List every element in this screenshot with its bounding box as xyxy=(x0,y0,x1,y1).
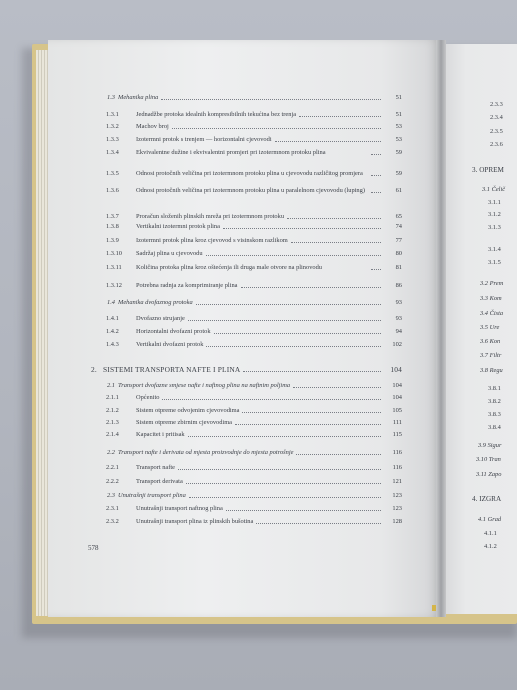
toc-entry xyxy=(106,137,402,143)
toc-entry-title: Unutrašnji transport plina xyxy=(118,492,186,499)
dot-leader xyxy=(371,174,381,176)
toc-entry-number: 1.4.1 xyxy=(106,315,119,322)
toc-entry-title: Mehanika dvofaznog protoka xyxy=(118,299,193,306)
toc-entry xyxy=(106,238,402,244)
right-toc-entry: 3. OPREM xyxy=(472,166,504,174)
dot-leader xyxy=(186,482,381,484)
toc-entry xyxy=(106,342,402,348)
right-toc-entry: 2.3.3 xyxy=(490,101,503,108)
toc-entry-title: Potrebna radnja za komprimiranje plina xyxy=(136,282,238,289)
right-toc-entry: 2.3.5 xyxy=(490,128,503,135)
toc-entry-page: 86 xyxy=(395,282,402,289)
right-toc-entry: 3.8.1 xyxy=(488,385,501,392)
toc-entry-page: 121 xyxy=(392,478,402,485)
toc-entry-number: 2.1.2 xyxy=(106,407,119,414)
toc-entry-page: 128 xyxy=(392,518,402,525)
right-toc-entry: 4.1.2 xyxy=(484,543,497,550)
toc-entry-title: Odnosi protočnih veličina pri izotermnom protoku plina u cjevovodu različitog promjera xyxy=(136,170,363,177)
toc-entry-number: 1.3.1 xyxy=(106,111,119,118)
toc-entry-title: Sistem otpreme zbirnim cjevovodima xyxy=(136,419,233,426)
right-toc-entry: 3.1.1 xyxy=(488,199,501,206)
dot-leader xyxy=(291,241,381,243)
right-toc-entry: 3.4 Čista xyxy=(480,310,504,317)
toc-entry-title: Unutrašnji transport plina iz plinskih bušotina xyxy=(136,518,254,525)
toc-entry-title: Odnosi protočnih veličina pri izotermnom protoku plina u paralelnom cjevovodu (luping) xyxy=(136,187,365,194)
right-toc-entry: 3.1 Čelič xyxy=(482,186,506,193)
toc-entry-number: 1.3.2 xyxy=(106,123,119,130)
toc-entry-page: 111 xyxy=(392,419,402,426)
toc-entry-page: 116 xyxy=(392,464,402,471)
toc-entry-number: 2.1.1 xyxy=(106,394,119,401)
dot-leader xyxy=(293,386,381,388)
right-toc-entry: 4.1.1 xyxy=(484,530,497,537)
toc-entry-page: 104 xyxy=(392,394,402,401)
toc-entry-title: Machov broj xyxy=(136,123,169,130)
dot-leader xyxy=(214,332,381,334)
toc-entry-title: Općenito xyxy=(136,394,160,401)
toc-entry-title: Izotermni protok plina kroz cjevovod s visinskom razlikom xyxy=(136,237,288,244)
toc-entry-number: 1.3 xyxy=(107,94,115,101)
dot-leader xyxy=(242,411,381,413)
right-toc-entry: 2.3.6 xyxy=(490,141,503,148)
dot-leader xyxy=(256,522,381,524)
toc-entry-page: 93 xyxy=(395,299,402,306)
dot-leader xyxy=(189,496,381,498)
toc-entry-title: Dvofazno strujanje xyxy=(136,315,185,322)
toc-entry-page: 123 xyxy=(392,505,402,512)
right-toc-entry: 2.3.4 xyxy=(490,114,503,121)
toc-entry-number: 1.4.3 xyxy=(106,341,119,348)
toc-entry-title: Transport derivata xyxy=(136,478,183,485)
right-toc-entry: 3.11 Zapo xyxy=(476,471,502,478)
dot-leader xyxy=(241,286,381,288)
dot-leader xyxy=(162,398,381,400)
dot-leader xyxy=(206,254,381,256)
toc-entry-number: 1.3.5 xyxy=(106,169,119,177)
toc-entry-title: Sadržaj plina u cjevovodu xyxy=(136,250,203,257)
toc-entry xyxy=(106,224,402,230)
toc-entry-title: Izotermni protok s trenjem — horizontalni cjevovodi xyxy=(136,136,272,143)
toc-entry-number: 1.3.10 xyxy=(106,250,122,257)
toc-entry-title: SISTEMI TRANSPORTA NAFTE I PLINA xyxy=(103,365,241,374)
toc-entry-number: 1.3.12 xyxy=(106,282,122,289)
toc-entry xyxy=(107,300,402,306)
toc-entry xyxy=(106,465,402,471)
toc-entry xyxy=(106,316,402,322)
toc-entry-page: 115 xyxy=(392,431,402,438)
toc-entry-page: 53 xyxy=(395,136,402,143)
toc-entry-page: 61 xyxy=(395,186,402,194)
toc-entry xyxy=(106,214,402,220)
toc-entry xyxy=(106,329,402,335)
toc-entry-number: 2.2.2 xyxy=(106,478,119,485)
toc-entry xyxy=(106,432,402,438)
dot-leader xyxy=(296,453,381,455)
toc-entry-page: 65 xyxy=(395,213,402,220)
toc-entry-page: 81 xyxy=(395,263,402,271)
toc-entry xyxy=(106,519,402,525)
toc-entry xyxy=(106,112,402,118)
dot-leader xyxy=(161,98,381,100)
right-toc-entry: 3.8.4 xyxy=(488,424,501,431)
toc-entry-title: Transport dvofazne smjese nafte i naftnog plina na naftnim poljima xyxy=(118,382,291,389)
toc-entry-number: 2.1.4 xyxy=(106,431,119,438)
toc-entry xyxy=(106,149,402,156)
toc-entry-page: 77 xyxy=(395,237,402,244)
dot-leader xyxy=(371,191,381,193)
toc-entry-number: 1.4.2 xyxy=(106,328,119,335)
toc-entry xyxy=(106,479,402,485)
toc-entry-number: 2.1 xyxy=(107,382,115,389)
right-toc-entry: 3.7 Filtr xyxy=(480,352,502,359)
right-toc-entry: 3.5 Ure xyxy=(480,324,500,331)
toc-entry-page: 80 xyxy=(395,250,402,257)
toc-entry-page: 123 xyxy=(392,492,402,499)
right-toc-entry: 3.9 Sigur xyxy=(478,442,502,449)
toc-entry-page: 104 xyxy=(392,382,402,389)
dot-leader xyxy=(172,127,381,129)
toc-entry-page: 53 xyxy=(395,123,402,130)
toc-entry xyxy=(91,366,402,373)
toc-entry xyxy=(106,506,402,512)
toc-entry-number: 1.3.11 xyxy=(106,263,122,271)
toc-entry-number: 1.3.8 xyxy=(106,223,119,230)
toc-entry xyxy=(106,264,402,271)
toc-entry-number: 1.3.3 xyxy=(106,136,119,143)
toc-entry-page: 102 xyxy=(392,341,402,348)
toc-entry-title: Vertikalni izotermni protok plina xyxy=(136,223,220,230)
toc-entry-number: 2.2 xyxy=(107,449,115,456)
toc-entry-number: 1.3.4 xyxy=(106,148,119,156)
dot-leader xyxy=(223,227,381,229)
right-toc-entry: 3.1.4 xyxy=(488,246,501,253)
toc-entry xyxy=(106,395,402,401)
toc-entry xyxy=(106,187,402,194)
toc-entry-number: 2.3.1 xyxy=(106,505,119,512)
right-toc-entry: 3.8.3 xyxy=(488,411,501,418)
toc-entry-title: Kapacitet i pritisak xyxy=(136,431,185,438)
right-toc-entry: 3.3 Kom xyxy=(480,295,502,302)
toc-entry-page: 94 xyxy=(395,328,402,335)
toc-entry-page: 116 xyxy=(392,449,402,456)
dot-leader xyxy=(235,423,381,425)
toc-entry-number: 2.1.3 xyxy=(106,419,119,426)
dot-leader xyxy=(206,345,381,347)
toc-entry-page: 51 xyxy=(395,94,402,101)
dot-leader xyxy=(275,140,381,142)
toc-entry-number: 2. xyxy=(91,365,97,374)
toc-entry-number: 1.3.6 xyxy=(106,186,119,194)
toc-entry-title: Horizontalni dvofazni protok xyxy=(136,328,211,335)
page-number: 578 xyxy=(88,544,99,552)
right-toc-entry: 3.6 Kon xyxy=(480,338,501,345)
toc-entry-title: Sistem otpreme odvojenim cjevovodima xyxy=(136,407,240,414)
dot-leader xyxy=(188,435,381,437)
book-gutter xyxy=(436,40,446,617)
right-toc-entry: 3.8.2 xyxy=(488,398,501,405)
toc-entry xyxy=(106,124,402,130)
toc-entry xyxy=(106,251,402,257)
toc-entry-number: 2.2.1 xyxy=(106,464,119,471)
toc-entry xyxy=(106,283,402,289)
toc-entry-page: 59 xyxy=(395,148,402,156)
toc-entry-number: 2.3 xyxy=(107,492,115,499)
dot-leader xyxy=(196,303,381,305)
right-toc-entry: 3.1.3 xyxy=(488,224,501,231)
dot-leader xyxy=(371,268,381,270)
toc-entry-title: Mehanika plina xyxy=(118,94,159,101)
toc-entry xyxy=(107,95,402,101)
right-toc-entry: 3.8 Regu xyxy=(480,367,503,374)
cover-corner xyxy=(432,605,436,611)
dot-leader xyxy=(243,370,381,372)
right-toc-entry: 3.1.2 xyxy=(488,211,501,218)
right-toc-entry: 3.1.5 xyxy=(488,259,501,266)
toc-entry-page: 59 xyxy=(395,169,402,177)
toc-entry-number: 1.3.9 xyxy=(106,237,119,244)
toc-entry-title: Količina protoka plina kroz oštećenja ili druga male otvore na plinovodu xyxy=(136,264,322,271)
toc-entry xyxy=(107,383,402,389)
toc-entry xyxy=(106,170,402,177)
toc-entry-number: 1.3.7 xyxy=(106,213,119,220)
toc-entry xyxy=(106,420,402,426)
toc-entry-title: Transport nafte xyxy=(136,464,175,471)
toc-entry-title: Transport nafte i derivata od mjesta proizvodnje do mjesta potrošnje xyxy=(118,449,294,456)
dot-leader xyxy=(178,468,381,470)
toc-entry-title: Ekvivalentne dužine i ekvivalentni promjeri pri izotermnom protoku plina xyxy=(136,149,326,156)
right-toc-entry: 3.10 Tran xyxy=(476,456,501,463)
toc-entry xyxy=(107,450,402,456)
dot-leader xyxy=(287,217,381,219)
toc-entry-page: 105 xyxy=(392,407,402,414)
right-toc-entry: 4.1 Grad xyxy=(478,516,502,523)
dot-leader xyxy=(226,509,381,511)
dot-leader xyxy=(299,115,381,117)
toc-entry-number: 1.4 xyxy=(107,299,115,306)
toc-entry-page: 93 xyxy=(395,315,402,322)
right-toc-entry: 3.2 Prem xyxy=(480,280,504,287)
dot-leader xyxy=(188,319,381,321)
toc-entry-title: Jednadžbe protoka idealnih kompresibilnih tekućina bez trenja xyxy=(136,111,297,118)
toc-entry-title: Vertikalni dvofazni protok xyxy=(136,341,204,348)
dot-leader xyxy=(371,153,381,155)
right-toc-entry: 4. IZGRA xyxy=(472,495,502,503)
toc-entry-page: 51 xyxy=(395,111,402,118)
toc-entry xyxy=(106,408,402,414)
toc-entry-title: Proračun složenih plinskih mreža pri izotermnom protoku xyxy=(136,213,285,220)
toc-entry xyxy=(107,493,402,499)
toc-entry-page: 104 xyxy=(390,365,402,374)
toc-entry-title: Unutrašnji transport naftnog plina xyxy=(136,505,223,512)
toc-entry-number: 2.3.2 xyxy=(106,518,119,525)
toc-entry-page: 74 xyxy=(395,223,402,230)
